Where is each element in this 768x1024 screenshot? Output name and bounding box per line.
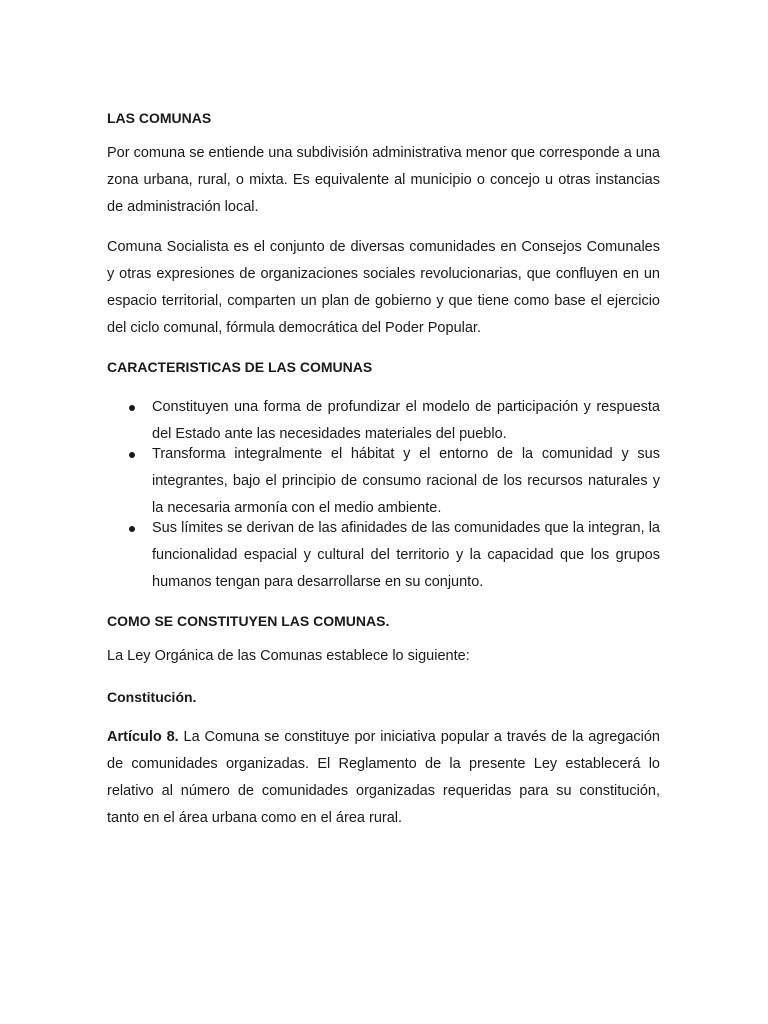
list-item-text: Transforma integralmente el hábitat y el entorno de la comunidad y sus integrantes, bajo el principio de consumo racional de los recursos naturales y la necesaria armonía con el medio ambiente. (152, 446, 660, 516)
section-title-las-comunas: LAS COMUNAS (107, 110, 212, 126)
bullet-icon (129, 452, 135, 458)
paragraph-comuna-socialista: Comuna Socialista es el conjunto de diversas comunidades en Consejos Comunales y otras expresiones de organizaciones sociales revolucionarias, que confluyen en un espacio territorial, comparten un plan de gobierno y que tiene como base el ejercicio del ciclo comunal, fórmula democrática del Poder Popular. (107, 239, 660, 336)
section-title-caracteristicas: CARACTERISTICAS DE LAS COMUNAS (107, 359, 373, 375)
caracteristicas-list (107, 394, 660, 596)
bullet-icon (129, 405, 135, 411)
paragraph-ley-organica: La Ley Orgánica de las Comunas establece lo siguiente: (107, 648, 470, 664)
list-item-text: Constituyen una forma de profundizar el modelo de participación y respuesta del Estado ante las necesidades materiales del pueblo. (152, 399, 660, 442)
paragraph-articulo-8 (107, 724, 660, 832)
section-title-como-se-constituyen: COMO SE CONSTITUYEN LAS COMUNAS. (107, 613, 390, 629)
list-item (107, 441, 660, 522)
list-item (107, 515, 660, 596)
articulo-label: Artículo 8. (107, 729, 179, 745)
subtitle-constitucion: Constitución. (107, 689, 197, 705)
list-item (107, 394, 660, 448)
paragraph-definition-comuna: Por comuna se entiende una subdivisión administrativa menor que corresponde a una zona urbana, rural, o mixta. Es equivalente al municipio o concejo u otras instancias de administración local. (107, 145, 660, 215)
document-page (107, 104, 660, 832)
articulo-text: La Comuna se constituye por iniciativa popular a través de la agregación de comunidades organizadas. El Reglamento de la presente Ley establecerá lo relativo al número de comunidades organizadas requeridas para su constitución, tanto en el área urbana como en el área rural. (107, 729, 660, 826)
bullet-icon (129, 526, 135, 532)
list-item-text: Sus límites se derivan de las afinidades de las comunidades que la integran, la funcionalidad espacial y cultural del territorio y la capacidad que los grupos humanos tengan para desarrollarse en su conjunto. (152, 520, 660, 590)
